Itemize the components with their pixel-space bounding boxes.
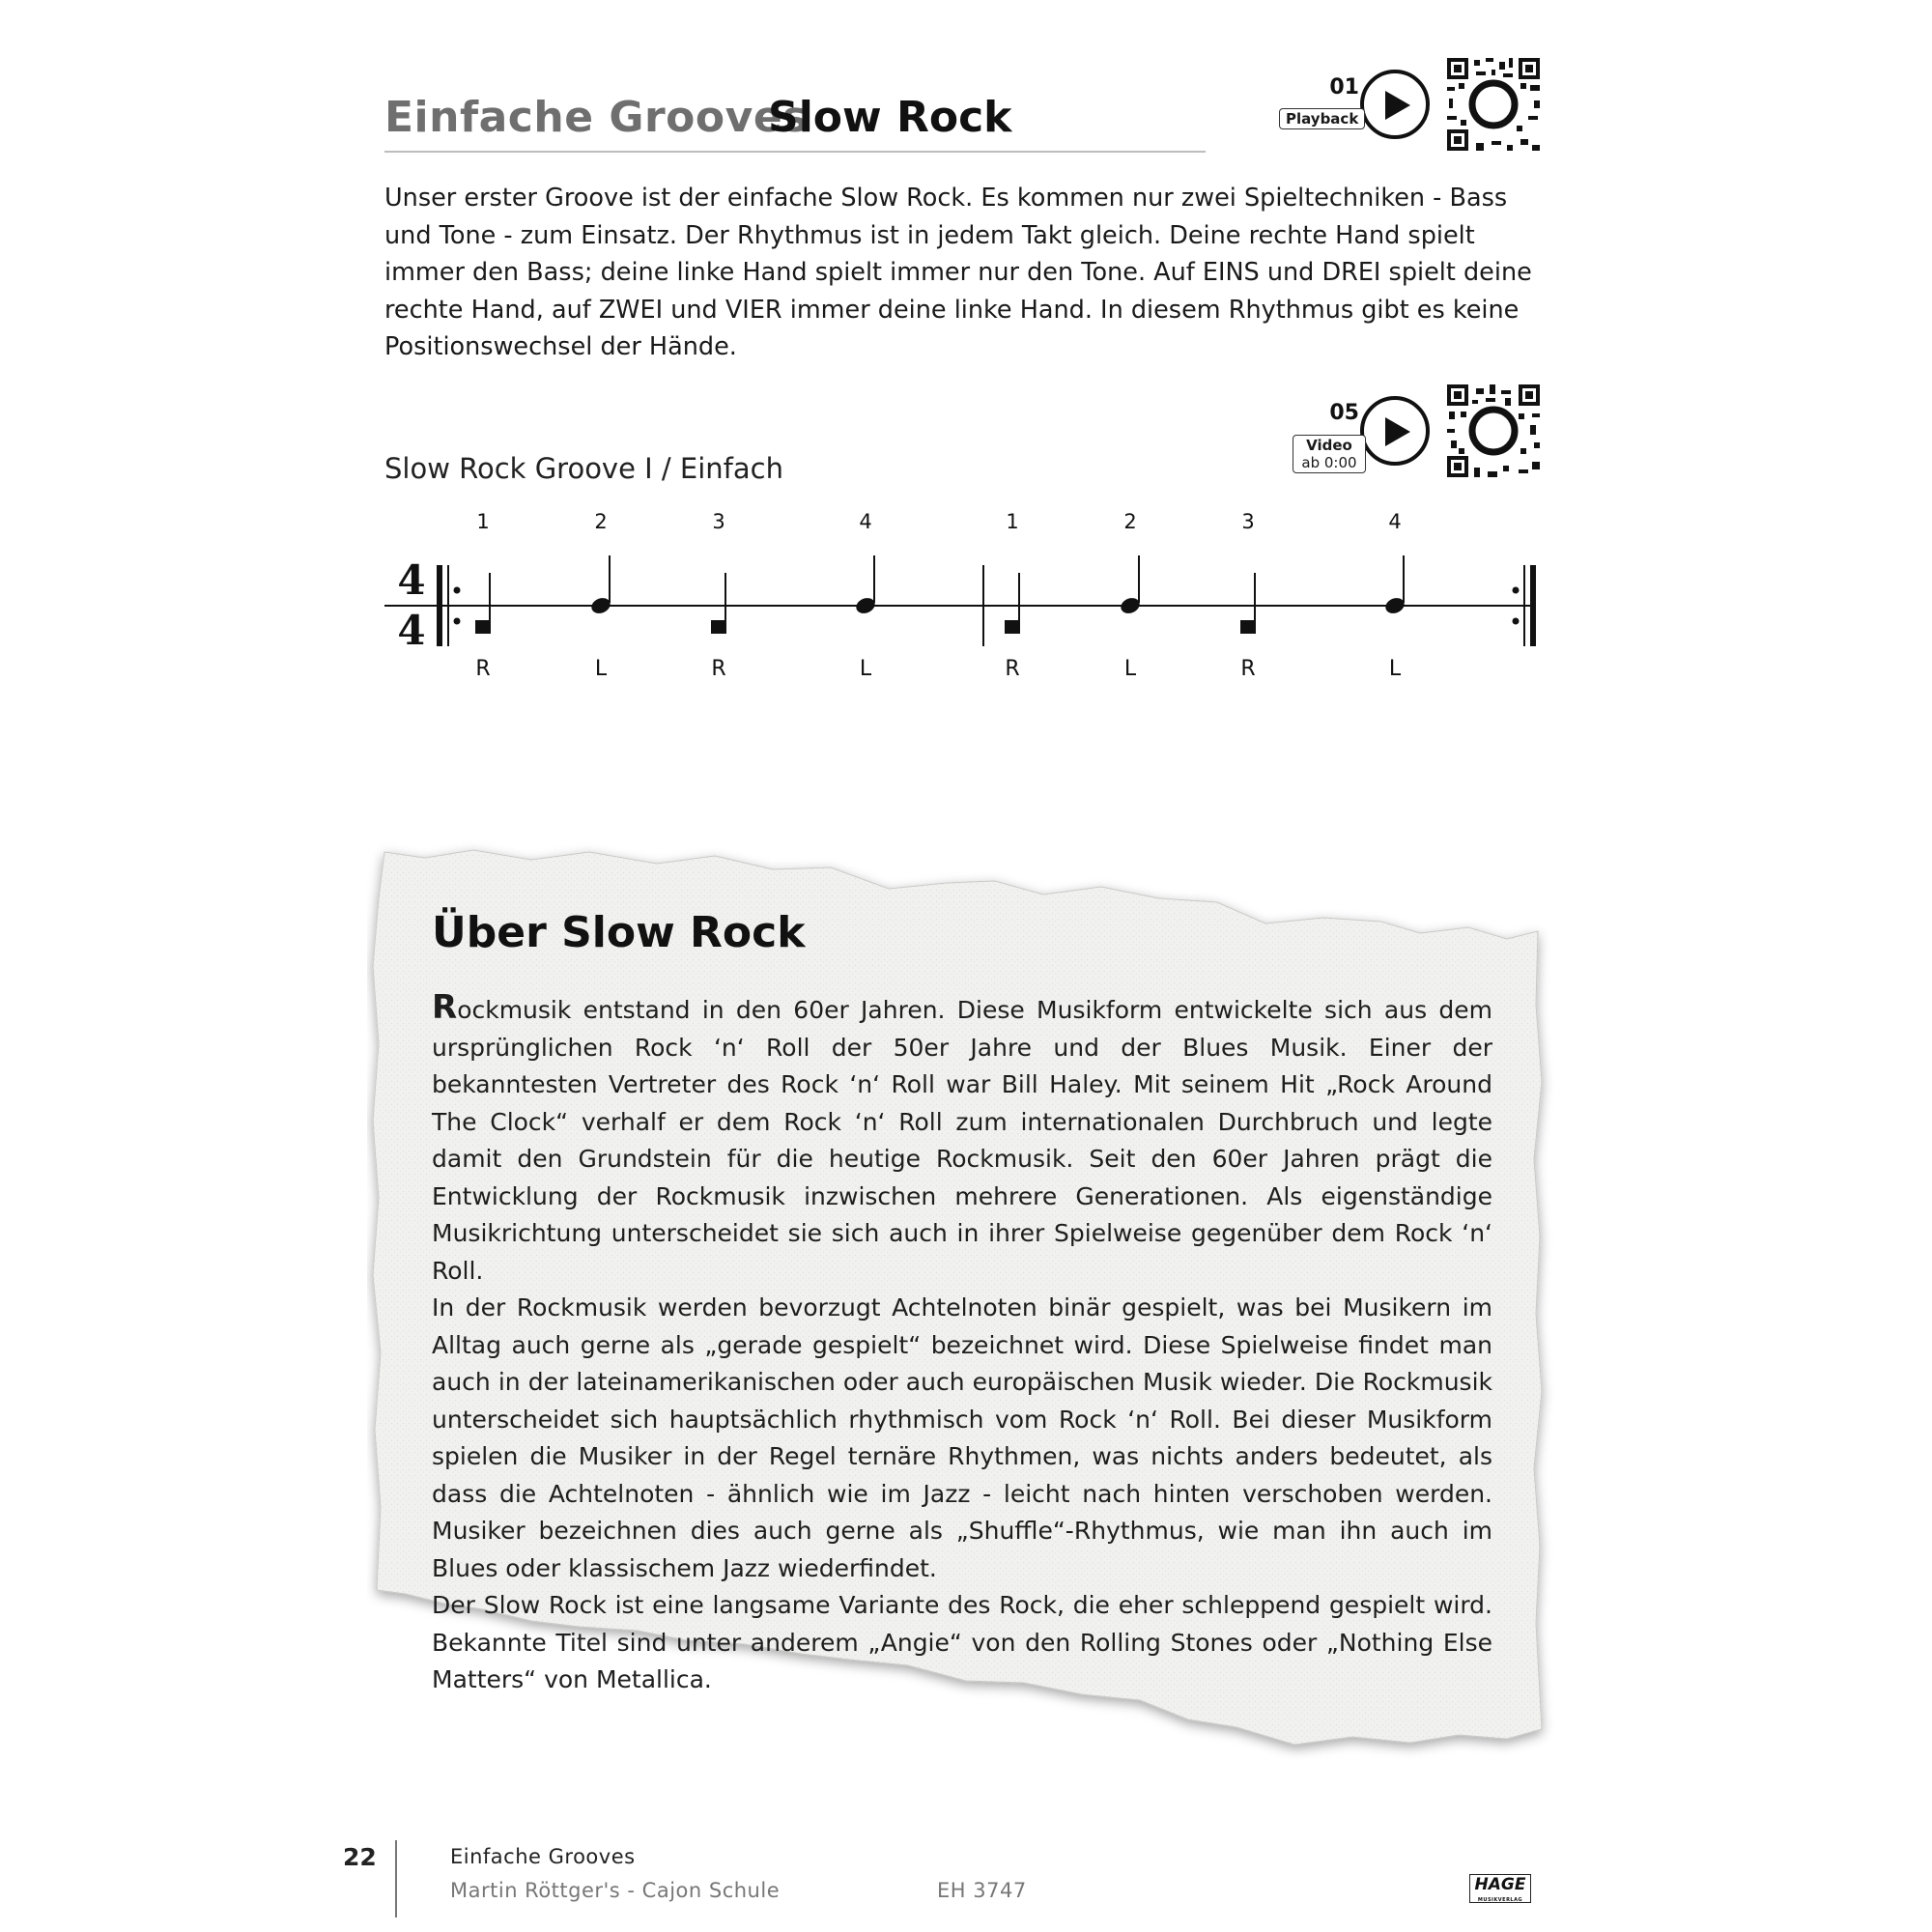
bass-note	[711, 573, 726, 634]
tone-note	[854, 555, 877, 616]
hand-label: L	[594, 657, 608, 681]
hand-label: L	[1123, 657, 1137, 681]
page-title: Slow Rock	[768, 93, 1012, 142]
drop-cap: R	[432, 988, 458, 1027]
beat-number: 2	[594, 510, 608, 533]
footer-catalog-code: EH 3747	[937, 1879, 1027, 1902]
playback-number: 01	[1329, 75, 1359, 99]
repeat-dot	[454, 587, 461, 594]
bass-note	[1240, 573, 1256, 634]
video-play-button[interactable]	[1360, 396, 1430, 466]
qr-code-icon[interactable]	[1447, 58, 1540, 151]
info-box-title: Über Slow Rock	[432, 908, 806, 957]
notation-staff	[384, 555, 1544, 652]
time-signature-bottom: 4	[397, 607, 426, 652]
beat-number: 2	[1123, 510, 1137, 533]
footer-divider	[395, 1840, 397, 1918]
hand-label: R	[1005, 657, 1020, 681]
publisher-logo: HAGE MUSIKVERLAG	[1469, 1874, 1531, 1903]
hand-label: L	[1388, 657, 1402, 681]
play-icon	[1383, 415, 1412, 448]
header-divider	[384, 151, 1206, 153]
beat-number: 1	[476, 510, 490, 533]
repeat-dot	[1513, 618, 1520, 625]
hand-label: R	[1240, 657, 1256, 681]
hand-label: L	[859, 657, 872, 681]
footer-section: Einfache Grooves	[450, 1845, 636, 1868]
footer-book-title: Martin Röttger's - Cajon Schule	[450, 1879, 781, 1902]
video-number: 05	[1329, 401, 1359, 425]
video-label: Video ab 0:00	[1293, 435, 1366, 473]
repeat-dot	[454, 618, 461, 625]
beat-number: 4	[859, 510, 872, 533]
bass-note	[1005, 573, 1020, 634]
info-paragraph-3: Der Slow Rock ist eine langsame Variante des Rock, die eher schleppend gespielt wird. Bekannte Titel sind unter anderem „Angie“ von den Rolling Stones oder „Nothing Else Matters“ von Metallica.	[432, 1591, 1492, 1693]
info-box-text	[432, 989, 1492, 1699]
intro-text: Unser erster Groove ist der einfache Slow Rock. Es kommen nur zwei Spieltechniken - Bass und Tone - zum Einsatz. Der Rhythmus ist in jedem Takt gleich. Deine rechte Hand spielt immer den Bass; deine linke Hand spielt immer nur den Tone. Auf EINS und DREI spielt deine rechte Hand, auf ZWEI und VIER immer deine linke Hand. In diesem Rhythmus gibt es keine Positionswechsel der Hände.	[384, 184, 1532, 361]
section-category: Einfache Grooves	[384, 93, 809, 142]
bass-note	[475, 573, 491, 634]
page-number: 22	[343, 1843, 377, 1871]
info-paragraph-1: Rockmusik entstand in den 60er Jahren. Diese Musikform entwickelte sich aus dem ursprünglichen Rock ‘n‘ Roll der 50er Jahre und der Blues Musik. Einer der bekanntesten Vertreter des Rock ‘n‘ Roll war Bill Haley. Mit seinem Hit „Rock Around The Clock“ verhalf er dem Rock ‘n‘ Roll zum internationalen Durchbruch und legte damit den Grundstein für die heutige Rockmusik. Seit den 60er Jahren prägt die Entwicklung der Rockmusik inzwischen mehrere Generationen. Als eigenständige Musikrichtung unterscheidet sie sich auch in ihrer Spielweise gegenüber dem Rock ‘n‘ Roll.	[432, 988, 1492, 1285]
groove-title: Slow Rock Groove I / Einfach	[384, 452, 783, 485]
tone-note	[1383, 555, 1406, 616]
repeat-start-thick-bar	[437, 565, 442, 646]
tone-note	[1119, 555, 1142, 616]
beat-number: 1	[1006, 510, 1019, 533]
time-signature-top: 4	[397, 556, 426, 604]
beat-number: 3	[1241, 510, 1255, 533]
play-icon	[1383, 89, 1412, 122]
beat-number: 4	[1388, 510, 1402, 533]
playback-play-button[interactable]	[1360, 70, 1430, 139]
playback-label: Playback	[1279, 108, 1365, 129]
beat-number: 3	[712, 510, 725, 533]
repeat-dot	[1513, 587, 1520, 594]
repeat-end-thick-bar	[1530, 565, 1536, 646]
hand-label: R	[711, 657, 726, 681]
hand-label: R	[475, 657, 491, 681]
qr-code-icon[interactable]	[1447, 384, 1540, 477]
info-paragraph-2: In der Rockmusik werden bevorzugt Achtelnoten binär gespielt, was bei Musikern im Alltag auch gerne als „gerade gespielt“ bezeichnet wird. Diese Spielweise findet man auch in der lateinamerikanischen oder auch europäischen Musik wieder. Die Rockmusik unterscheidet sich hauptsächlich rhythmisch vom Rock ‘n‘ Roll. Bei dieser Musikform spielen die Musiker in der Regel ternäre Rhythmen, was nichts anders bedeutet, als dass die Achtelnoten - ähnlich wie im Jazz - leicht nach hinten verschoben werden. Musiker bezeichnen dies auch gerne als „Shuffle“-Rhythmus, wie man ihn auch im Blues oder klassischem Jazz wiederfindet.	[432, 1293, 1492, 1582]
tone-note	[589, 555, 612, 616]
